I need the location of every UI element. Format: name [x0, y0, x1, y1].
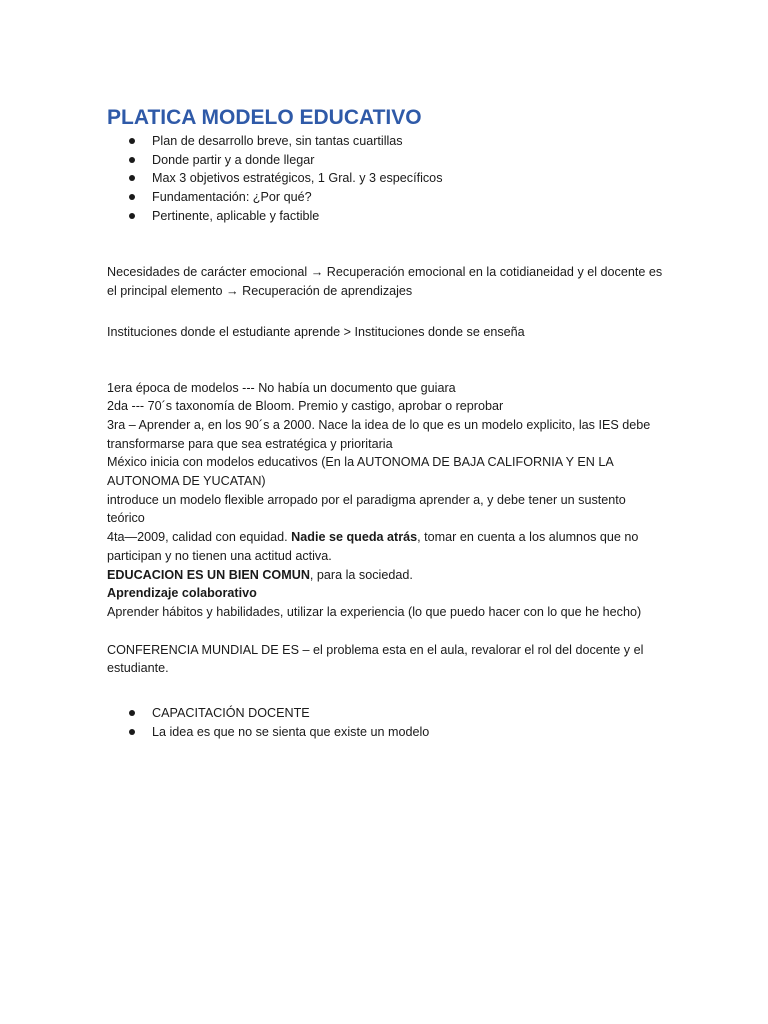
paragraph-line: 3ra – Aprender a, en los 90´s a 2000. Nace la idea de lo que es un modelo explicito, las IES debe	[107, 417, 651, 432]
bold-text: Nadie se queda atrás	[291, 530, 418, 545]
paragraph-line: AUTONOMA DE YUCATAN)	[107, 474, 266, 489]
paragraph-line: Necesidades de carácter emocional → Recuperación emocional en la cotidianeidad y el docente es	[107, 265, 663, 280]
paragraph-line: 2da --- 70´s taxonomía de Bloom. Premio y castigo, aprobar o reprobar	[107, 399, 504, 414]
list-item	[107, 169, 667, 188]
paragraph-line: el principal elemento → Recuperación de aprendizajes	[107, 284, 413, 299]
bullet-icon	[129, 175, 135, 181]
document-page	[107, 104, 667, 741]
text-run: 4ta—2009, calidad con equidad.	[107, 530, 292, 545]
list-item	[107, 207, 667, 226]
conferencia-paragraph	[107, 641, 667, 678]
document-title: PLATICA MODELO EDUCATIVO	[107, 106, 422, 129]
paragraph-line: introduce un modelo flexible arropado por el paradigma aprender a, y debe tener un sustento	[107, 492, 626, 507]
bullet-list-2	[107, 704, 667, 741]
list-item-text: Pertinente, aplicable y factible	[152, 208, 320, 223]
bullet-icon	[129, 213, 135, 219]
text-run: , para la sociedad.	[309, 567, 413, 582]
paragraph-line	[107, 584, 667, 603]
paragraph-line: participan y no tienen una actitud activa.	[107, 548, 332, 563]
list-item-text: Plan de desarrollo breve, sin tantas cuartillas	[152, 134, 403, 148]
bullet-icon	[129, 157, 135, 163]
list-item	[107, 151, 667, 170]
list-item	[107, 704, 667, 723]
bullet-icon	[129, 194, 135, 200]
list-item-text: CAPACITACIÓN DOCENTE	[152, 706, 310, 721]
paragraph-line: teórico	[107, 511, 145, 526]
paragraph-line	[107, 566, 667, 585]
paragraph-line: Instituciones donde el estudiante aprende > Instituciones donde se enseña	[107, 324, 525, 339]
list-item	[107, 132, 667, 151]
bold-text: EDUCACION ES UN BIEN COMUN	[107, 567, 310, 582]
list-item	[107, 188, 667, 207]
text-run: , tomar en cuenta a los alumnos que no	[417, 530, 639, 545]
paragraph-line: 1era época de modelos --- No había un documento que guiara	[107, 380, 456, 395]
bullet-list-1	[107, 132, 667, 225]
instituciones-paragraph	[107, 323, 667, 342]
list-item-text: La idea es que no se sienta que existe un modelo	[152, 724, 430, 739]
list-item-text: Max 3 objetivos estratégicos, 1 Gral. y 3 específicos	[152, 171, 443, 186]
necesidades-paragraph	[107, 263, 667, 300]
epocas-section	[107, 379, 667, 622]
bullet-icon	[129, 710, 135, 716]
list-item	[107, 723, 667, 742]
paragraph-line: transformarse para que sea estratégica y prioritaria	[107, 436, 393, 451]
list-item-text: Donde partir y a donde llegar	[152, 152, 315, 167]
paragraph-line: CONFERENCIA MUNDIAL DE ES – el problema esta en el aula, revalorar el rol del docente y el	[107, 642, 644, 657]
list-item-text: Fundamentación: ¿Por qué?	[152, 190, 312, 205]
paragraph-line: estudiante.	[107, 661, 169, 676]
bullet-icon	[129, 729, 135, 735]
bullet-icon	[129, 138, 135, 144]
paragraph-line: México inicia con modelos educativos (En la AUTONOMA DE BAJA CALIFORNIA Y EN LA	[107, 455, 614, 470]
paragraph-line	[107, 528, 667, 547]
bold-text: Aprendizaje colaborativo	[107, 586, 257, 601]
paragraph-line: Aprender hábitos y habilidades, utilizar la experiencia (lo que puedo hacer con lo que he hecho)	[107, 604, 642, 619]
